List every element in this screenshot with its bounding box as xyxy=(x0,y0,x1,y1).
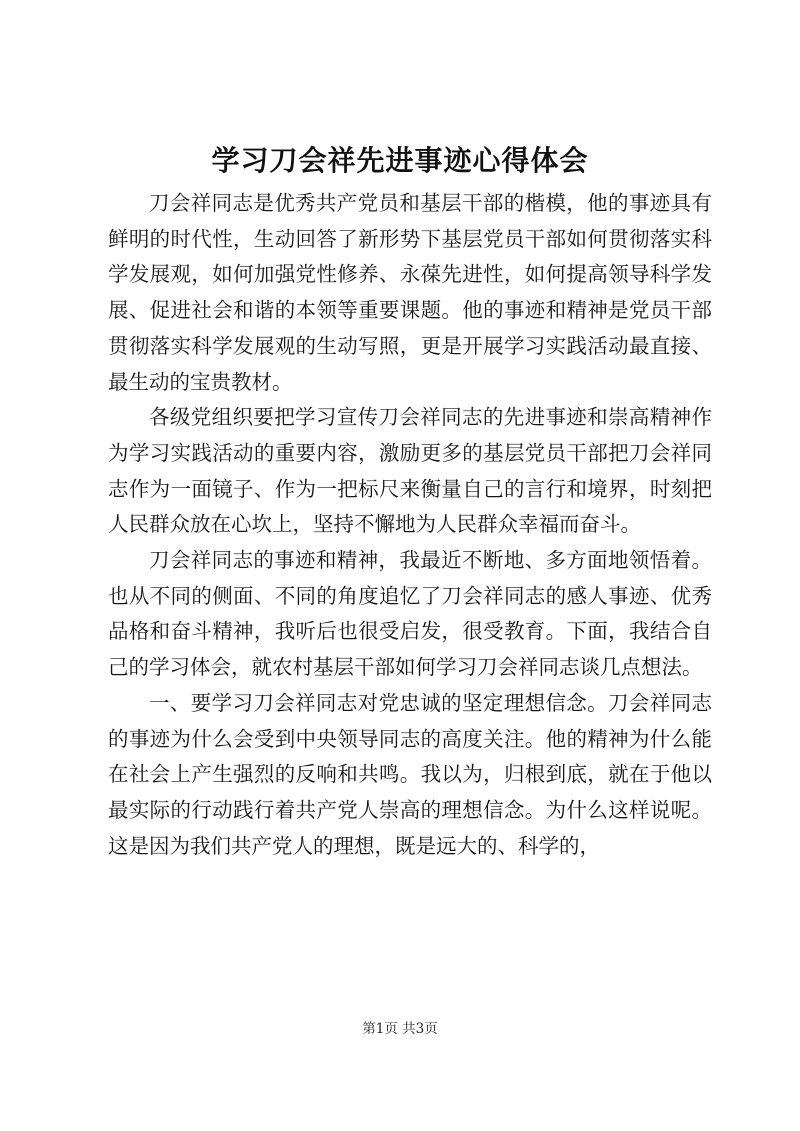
paragraph-1: 刀会祥同志是优秀共产党员和基层干部的楷模，他的事迹具有鲜明的时代性，生动回答了新形势下基层党员干部如何贯彻落实科学发展观，如何加强党性修养、永葆先进性，如何提高领导科学发展、促进社会和谐的本领等重要课题。他的事迹和精神是党员干部贯彻落实科学发展观的生动写照，更是开展学习实践活动最直接、最生动的宝贵教材。 xyxy=(108,191,712,394)
page-number-footer: 第1页 共3页 xyxy=(362,1021,438,1037)
document-body xyxy=(108,186,712,864)
paragraph-3: 刀会祥同志的事迹和精神，我最近不断地、多方面地领悟着。也从不同的侧面、不同的角度追忆了刀会祥同志的感人事迹、优秀品格和奋斗精神，我听后也很受启发，很受教育。下面，我结合自己的学习体会，就农村基层干部如何学习刀会祥同志谈几点想法。 xyxy=(108,548,712,680)
paragraph-4: 一、要学习刀会祥同志对党忠诚的坚定理想信念。刀会祥同志的事迹为什么会受到中央领导同志的高度关注。他的精神为什么能在社会上产生强烈的反响和共鸣。我以为，归根到底，就在于他以最实际的行动践行着共产党人崇高的理想信念。为什么这样说呢。这是因为我们共产党人的理想，既是远大的、科学的， xyxy=(108,690,712,858)
paragraph-2: 各级党组织要把学习宣传刀会祥同志的先进事迹和崇高精神作为学习实践活动的重要内容，激励更多的基层党员干部把刀会祥同志作为一面镜子、作为一把标尺来衡量自己的言行和境界，时刻把人民群众放在心坎上，坚持不懈地为人民群众幸福而奋斗。 xyxy=(108,405,712,537)
document-title: 学习刀会祥先进事迹心得体会 xyxy=(211,144,589,177)
